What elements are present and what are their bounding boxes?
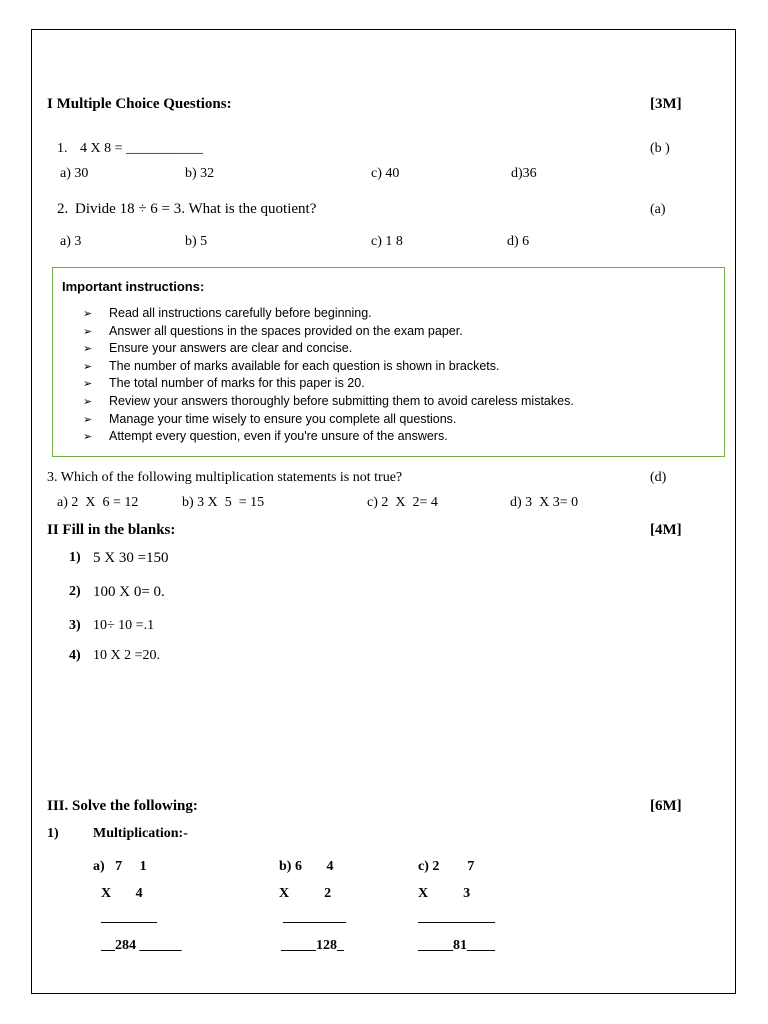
section-2-marks: [4M] <box>650 522 682 538</box>
question-1-answer: (b ) <box>650 141 670 156</box>
question-1-option-b: b) 32 <box>185 166 215 181</box>
arrow-bullet-icon: ➢ <box>83 431 93 444</box>
question-2-answer: (a) <box>650 202 666 217</box>
question-1-option-a: a) 30 <box>60 166 89 181</box>
question-2-option-d: d) 6 <box>507 234 530 249</box>
problem-a-line: ________ <box>101 910 157 925</box>
blank-2-number: 2) <box>69 584 81 599</box>
section-3-sub-number: 1) <box>47 826 59 841</box>
instructions-box <box>52 267 725 457</box>
question-2-number: 2. <box>57 201 69 217</box>
question-3-option-d: d) 3 X 3= 0 <box>510 495 579 510</box>
section-1-marks: [3M] <box>650 96 682 112</box>
instruction-item: ➢ Read all instructions carefully before beginning. <box>83 305 574 323</box>
section-2-title: II Fill in the blanks: <box>47 522 176 538</box>
instruction-item: ➢ Attempt every question, even if you're unsure of the answers. <box>83 428 574 446</box>
question-2-option-c: c) 1 8 <box>371 234 403 249</box>
instruction-item: ➢ The total number of marks for this paper is 20. <box>83 375 574 393</box>
arrow-bullet-icon: ➢ <box>83 413 93 426</box>
blank-3-number: 3) <box>69 618 81 633</box>
section-1-title: I Multiple Choice Questions: <box>47 96 232 112</box>
problem-c-top: c) 2 7 <box>418 859 475 874</box>
problem-b-result: _____128_ <box>281 938 344 953</box>
section-3-title: III. Solve the following: <box>47 798 198 814</box>
problem-a-multiplier: X 4 <box>101 886 143 901</box>
arrow-bullet-icon: ➢ <box>83 343 93 356</box>
problem-c-line: ___________ <box>418 910 495 925</box>
blank-4-number: 4) <box>69 648 81 663</box>
question-1-option-c: c) 40 <box>371 166 400 181</box>
question-2-text: Divide 18 ÷ 6 = 3. What is the quotient? <box>75 201 317 217</box>
question-1-number: 1. <box>57 141 68 156</box>
question-3-text: 3. Which of the following multiplication statements is not true? <box>47 470 403 485</box>
instruction-item: ➢ Answer all questions in the spaces provided on the exam paper. <box>83 323 574 341</box>
blank-1-text: 5 X 30 =150 <box>93 550 169 566</box>
instructions-title: Important instructions: <box>62 279 205 294</box>
problem-c-multiplier: X 3 <box>418 886 471 901</box>
arrow-bullet-icon: ➢ <box>83 308 93 320</box>
question-1-text: 4 X 8 = ___________ <box>80 141 204 156</box>
question-1-option-d: d)36 <box>511 166 537 181</box>
arrow-bullet-icon: ➢ <box>83 378 93 391</box>
blank-4-text: 10 X 2 =20. <box>93 648 161 663</box>
question-2-option-a: a) 3 <box>60 234 82 249</box>
blank-1-number: 1) <box>69 550 81 565</box>
question-3-answer: (d) <box>650 470 667 485</box>
blank-2-text: 100 X 0= 0. <box>93 584 165 600</box>
instructions-list <box>83 305 574 446</box>
problem-a-result: __284 ______ <box>101 938 182 953</box>
arrow-bullet-icon: ➢ <box>83 325 93 338</box>
blank-3-text: 10÷ 10 =.1 <box>93 618 155 633</box>
instruction-item: ➢ Review your answers thoroughly before submitting them to avoid careless mistakes. <box>83 393 574 411</box>
question-3-option-a: a) 2 X 6 = 12 <box>57 495 139 510</box>
problem-a-top: a) 7 1 <box>93 859 147 874</box>
instruction-item: ➢ The number of marks available for each question is shown in brackets. <box>83 358 574 376</box>
problem-c-result: _____81____ <box>418 938 495 953</box>
problem-b-multiplier: X 2 <box>279 886 332 901</box>
instruction-item: ➢ Ensure your answers are clear and concise. <box>83 340 574 358</box>
instruction-item: ➢ Manage your time wisely to ensure you complete all questions. <box>83 411 574 429</box>
arrow-bullet-icon: ➢ <box>83 395 93 408</box>
question-3-option-b: b) 3 X 5 = 15 <box>182 495 265 510</box>
section-3-sub-title: Multiplication:- <box>93 826 188 841</box>
arrow-bullet-icon: ➢ <box>83 360 93 373</box>
problem-b-line: _________ <box>283 910 346 925</box>
problem-b-top: b) 6 4 <box>279 859 334 874</box>
question-2-option-b: b) 5 <box>185 234 208 249</box>
question-3-option-c: c) 2 X 2= 4 <box>367 495 438 510</box>
section-3-marks: [6M] <box>650 798 682 814</box>
